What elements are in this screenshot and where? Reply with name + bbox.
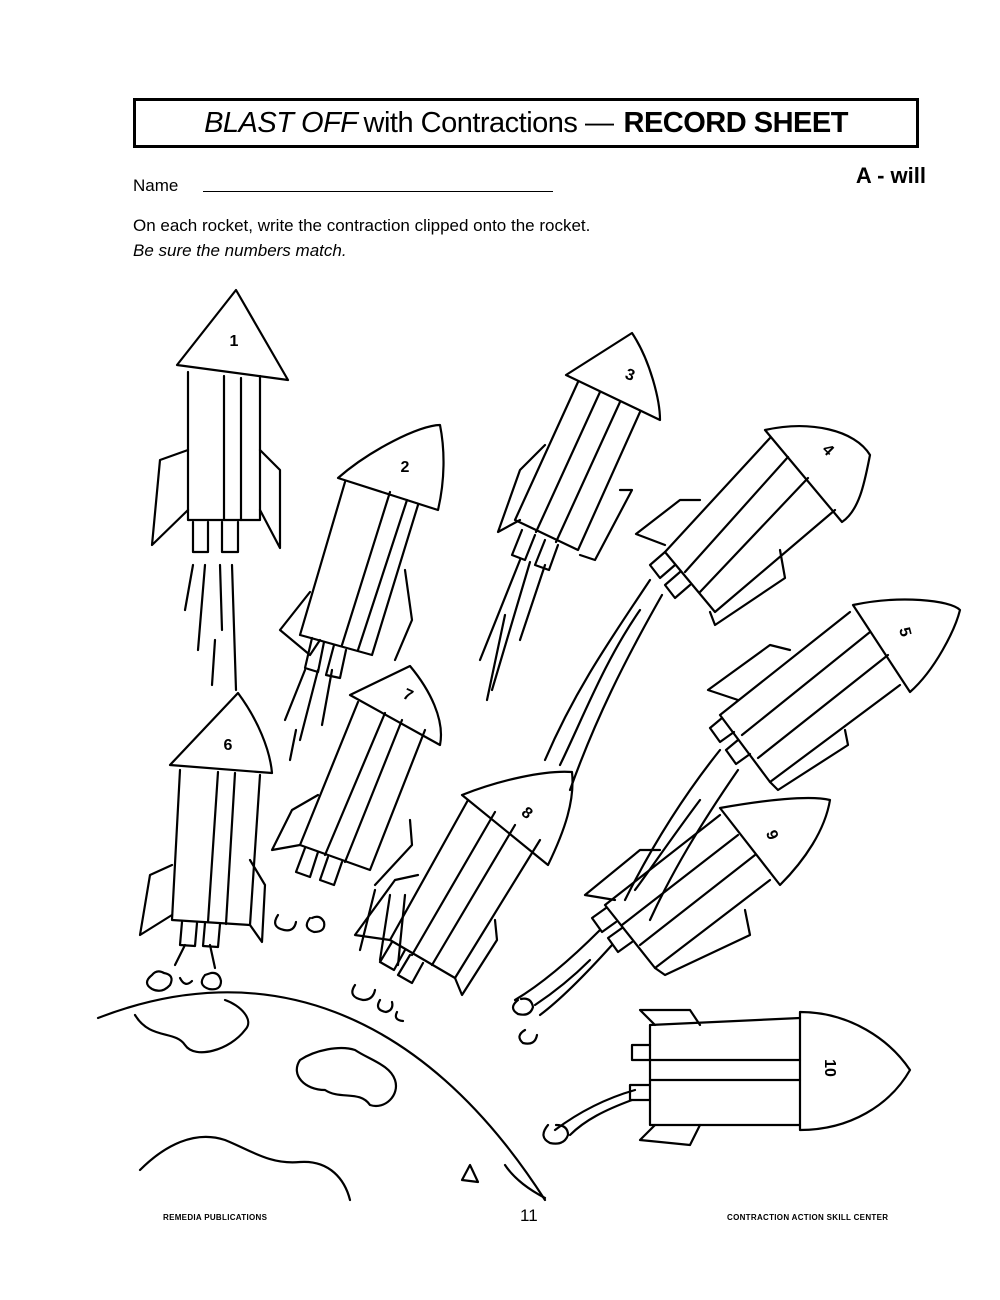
rocket-4-number: 4 (818, 441, 837, 460)
rocket-2 (280, 425, 444, 678)
rocket-10-number: 10 (821, 1059, 838, 1077)
publisher-name: REMEDIA PUBLICATIONS (163, 1213, 268, 1222)
page-number: 11 (520, 1206, 538, 1225)
rocket-10 (630, 1010, 910, 1145)
rocket-8-number: 8 (517, 804, 536, 823)
rocket-3-number: 3 (622, 365, 637, 385)
title-middle: with Contractions — (363, 106, 614, 139)
rocket-6 (140, 693, 272, 947)
earth-continent-4 (462, 1165, 478, 1182)
rocket-5 (708, 600, 960, 790)
rocket-7 (272, 666, 441, 885)
rocket-4 (636, 426, 870, 625)
rocket-1-number: 1 (229, 333, 239, 350)
earth-continent-3 (140, 1137, 350, 1200)
rocket-5-number: 5 (895, 625, 914, 639)
earth-continent-1 (135, 1000, 248, 1052)
rocket-2-number: 2 (400, 459, 410, 476)
instruction-line-1: On each rocket, write the contraction clipped onto the rocket. (133, 216, 591, 235)
rocket-7-number: 7 (400, 685, 416, 706)
series-name: CONTRACTION ACTION SKILL CENTER (727, 1213, 889, 1222)
rocket-8 (355, 772, 573, 995)
sheet-code: A - will (855, 163, 926, 188)
earth-outline (98, 992, 545, 1200)
name-label: Name (133, 176, 179, 195)
title-italic: BLAST OFF (204, 106, 358, 139)
rocket-6-number: 6 (223, 737, 233, 754)
instruction-line-2: Be sure the numbers match. (133, 241, 347, 260)
rocket-9-number: 9 (762, 828, 782, 843)
title-bold: RECORD SHEET (623, 106, 848, 139)
rocket-9 (585, 798, 830, 975)
earth-continent-2 (297, 1048, 396, 1106)
rocket-1 (152, 290, 288, 552)
